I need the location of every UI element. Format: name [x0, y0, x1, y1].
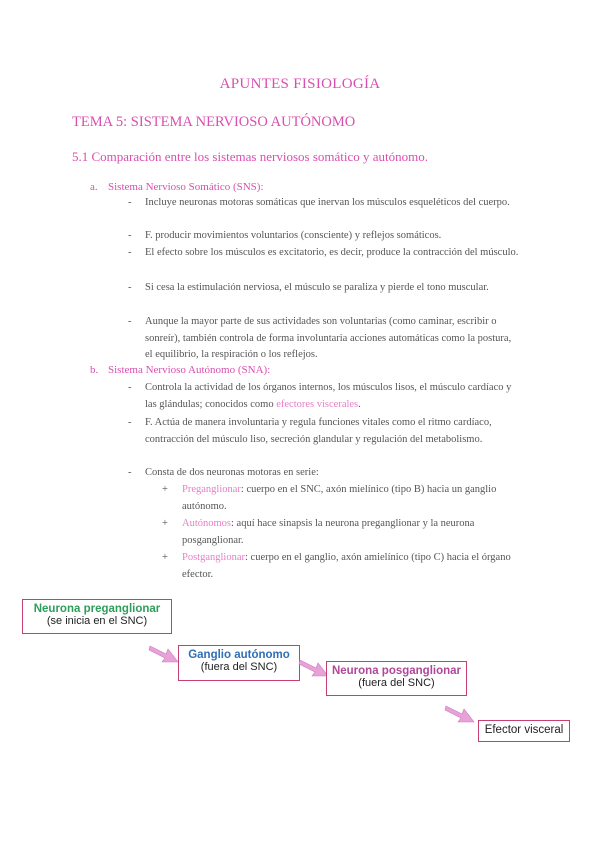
box-heading: Ganglio autónomo — [188, 649, 290, 661]
document-title: APUNTES FISIOLOGÍA — [219, 76, 381, 92]
section-b-heading — [90, 364, 270, 376]
box-ganglio — [178, 645, 300, 681]
box-heading: Neurona preganglionar — [33, 603, 161, 615]
section-letter: a. — [90, 181, 98, 193]
plus-marker: + — [162, 518, 168, 529]
plus-marker: + — [162, 552, 168, 563]
highlight-term: efectores viscerales — [276, 398, 359, 410]
sub-list-item-text — [182, 550, 517, 583]
list-item-text: F. Actúa de manera involuntaria y regula funciones vitales como el ritmo cardíaco, contracción del músculo liso, secreción glandular y regulación del metabolismo. — [145, 417, 492, 445]
text-run: . — [358, 398, 361, 410]
list-item-text: Consta de dos neuronas motoras en serie: — [145, 467, 319, 478]
text-run: : aquí hace sinapsis la neurona preganglionar y la neurona posganglionar. — [182, 518, 475, 546]
dash-marker: - — [128, 230, 132, 241]
list-item-text: F. producir movimientos voluntarios (consciente) y reflejos somáticos. — [145, 230, 442, 241]
dash-marker: - — [128, 282, 132, 293]
dash-marker: - — [128, 316, 132, 327]
text-run: Controla la actividad de los órganos internos, los músculos lisos, el músculo cardíaco y las glándulas; conocidos como — [145, 382, 512, 410]
sub-list-item-text — [182, 516, 517, 549]
arrow-icon — [148, 640, 180, 666]
dash-marker: - — [128, 247, 132, 258]
dash-marker: - — [128, 197, 132, 208]
highlight-term: Autónomos — [182, 518, 232, 529]
list-item-text — [145, 380, 520, 413]
section-subtitle: 5.1 Comparación entre los sistemas nerviosos somático y autónomo. — [72, 149, 428, 164]
section-heading-text: Sistema Nervioso Somático (SNS): — [108, 181, 264, 193]
list-item-text: Incluye neuronas motoras somáticas que inervan los músculos esqueléticos del cuerpo. — [145, 197, 510, 208]
section-letter: b. — [90, 364, 99, 376]
box-efector — [478, 720, 570, 742]
box-preganglionar — [22, 599, 172, 634]
section-heading-text: Sistema Nervioso Autónomo (SNA): — [108, 364, 271, 376]
text-run: : cuerpo en el SNC, axón mielínico (tipo B) hacia un ganglio autónomo. — [182, 484, 497, 512]
arrow-icon — [444, 700, 476, 726]
box-subtext: (fuera del SNC) — [200, 661, 278, 673]
section-a-heading — [90, 181, 264, 193]
list-item-text: Si cesa la estimulación nerviosa, el músculo se paraliza y pierde el tono muscular. — [145, 282, 489, 293]
plus-marker: + — [162, 484, 168, 495]
list-item-text: El efecto sobre los músculos es excitatorio, es decir, produce la contracción del músculo. — [145, 247, 519, 258]
box-subtext: (fuera del SNC) — [358, 677, 435, 689]
dash-marker: - — [128, 417, 132, 428]
box-heading: Efector visceral — [484, 724, 564, 736]
box-posganglionar — [326, 661, 467, 696]
sub-list-item-text — [182, 482, 517, 515]
highlight-term: Preganglionar — [182, 484, 241, 495]
list-item-text: Aunque la mayor parte de sus actividades son voluntarias (como caminar, escribir o sonreír), también controla de forma involuntaria acciones automáticas como la postura, el equilibrio, la respiración o los reflejos. — [145, 316, 512, 361]
dash-marker: - — [128, 467, 132, 478]
box-subtext: (se inicia en el SNC) — [46, 615, 148, 627]
highlight-term: Postganglionar — [182, 552, 245, 563]
dash-marker: - — [128, 382, 132, 393]
box-heading: Neurona posganglionar — [331, 665, 462, 677]
text-run: : cuerpo en el ganglio, axón amielínico (tipo C) hacia el órgano efector. — [182, 552, 511, 580]
tema-heading: TEMA 5: SISTEMA NERVIOSO AUTÓNOMO — [72, 114, 356, 130]
